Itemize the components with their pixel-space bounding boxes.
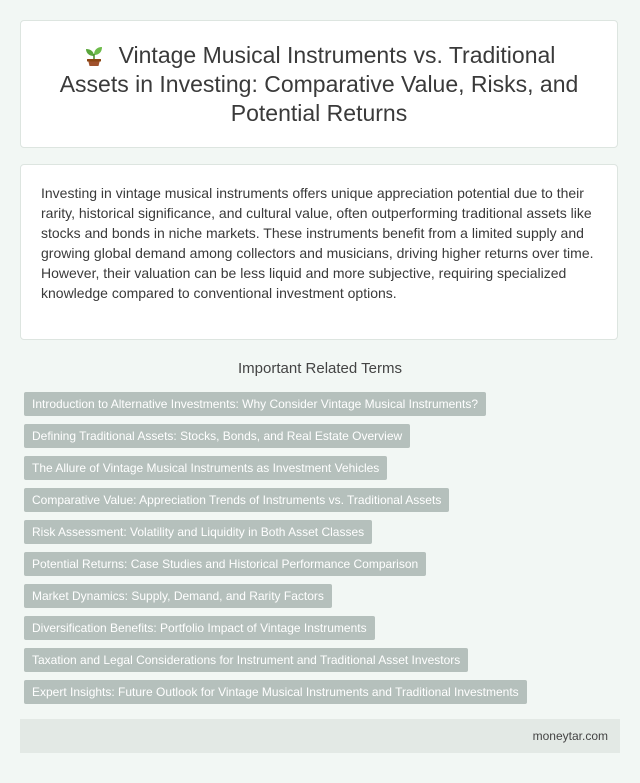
page-title (49, 41, 589, 128)
related-term-tag[interactable]: Comparative Value: Appreciation Trends of Instruments vs. Traditional Assets (24, 488, 449, 512)
related-terms-heading: Important Related Terms (238, 360, 402, 377)
related-term-tag[interactable]: Diversification Benefits: Portfolio Impact of Vintage Instruments (24, 616, 375, 640)
related-term-tag[interactable]: Taxation and Legal Considerations for Instrument and Traditional Asset Investors (24, 648, 468, 672)
summary-text: Investing in vintage musical instruments offers unique appreciation potential due to their rarity, historical significance, and cultural value, often outperforming traditional assets like stocks and bonds in niche markets. These instruments benefit from a limited supply and growing global demand among collectors and musicians, driving higher returns over time. However, their valuation can be less liquid and more subjective, requiring specialized knowledge compared to conventional investment options. (41, 185, 594, 301)
related-term-tag[interactable]: The Allure of Vintage Musical Instruments as Investment Vehicles (24, 456, 387, 480)
summary-card (20, 164, 618, 340)
related-term-tag[interactable]: Market Dynamics: Supply, Demand, and Rarity Factors (24, 584, 332, 608)
footer (20, 719, 620, 753)
title-card (20, 20, 618, 148)
related-term-tag[interactable]: Introduction to Alternative Investments: Why Consider Vintage Musical Instruments? (24, 392, 486, 416)
related-term-tag[interactable]: Risk Assessment: Volatility and Liquidity in Both Asset Classes (24, 520, 372, 544)
related-terms-list (24, 392, 620, 712)
site-name[interactable]: moneytar.com (532, 729, 608, 743)
related-term-tag[interactable]: Defining Traditional Assets: Stocks, Bonds, and Real Estate Overview (24, 424, 410, 448)
related-term-tag[interactable]: Expert Insights: Future Outlook for Vintage Musical Instruments and Traditional Investments (24, 680, 527, 704)
page-title-text: Vintage Musical Instruments vs. Traditional Assets in Investing: Comparative Value, Risks, and Potential Returns (59, 41, 579, 126)
related-term-tag[interactable]: Potential Returns: Case Studies and Historical Performance Comparison (24, 552, 426, 576)
sprout-icon (83, 44, 105, 66)
